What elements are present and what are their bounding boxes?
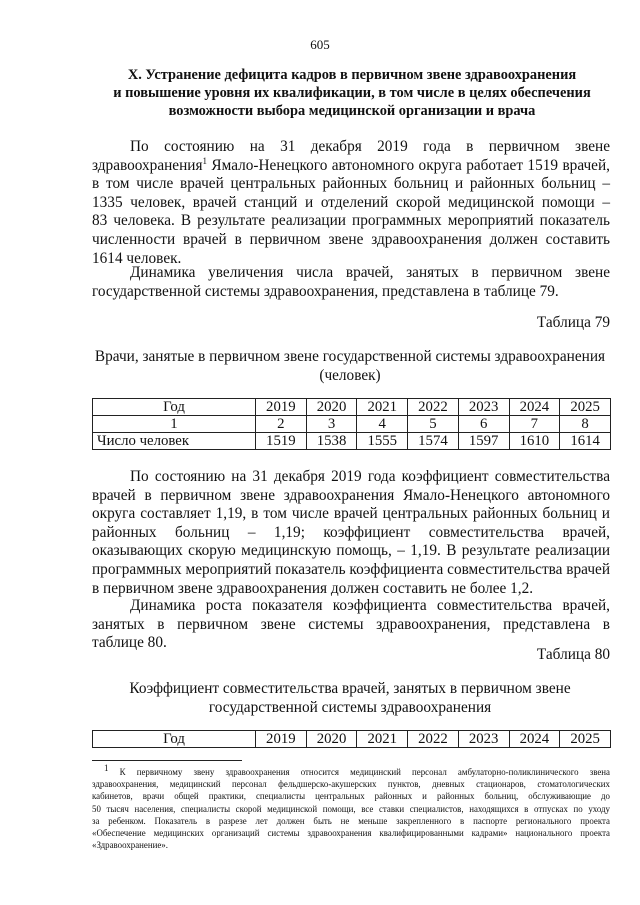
table-cell: 2022	[408, 731, 459, 748]
text-fragment: К первичному звену здравоохранения относится медицинский персонал амбулаторно-поликлинического звена	[108, 767, 610, 777]
table-cell: 5	[408, 416, 459, 433]
table-title-line: Врачи, занятые в первичном звене государственной системы здравоохранения	[94, 348, 606, 365]
table-cell: 2024	[509, 399, 560, 416]
table-header-row	[93, 731, 611, 748]
table-cell: 2024	[509, 731, 560, 748]
text-line: в первичном звене здравоохранения должен составить не более 1,2.	[92, 579, 534, 597]
text-line	[92, 763, 610, 778]
table-cell: 4	[357, 416, 408, 433]
table-cell: 2023	[458, 399, 509, 416]
table-cell: 2021	[357, 399, 408, 416]
table-80	[92, 730, 611, 748]
page-number: 605	[310, 37, 330, 52]
footnote-divider	[92, 760, 242, 761]
table-80-label: Таблица 80	[536, 646, 610, 663]
paragraph-dynamics-79	[92, 264, 610, 301]
table-79-label: Таблица 79	[536, 314, 610, 331]
table-cell: 3	[306, 416, 357, 433]
table-cell: 6	[458, 416, 509, 433]
paragraph-dynamics-80	[92, 597, 610, 653]
text-line: округа составляет 1,19, в том числе врачей центральных районных больниц и	[92, 505, 610, 523]
text-line: 83 человека. В результате реализации программных мероприятий показатель	[92, 212, 610, 230]
table-cell: 1597	[458, 433, 509, 450]
table-cell: 1555	[357, 433, 408, 450]
text-fragment: здравоохранения	[92, 156, 203, 174]
table-cell: Год	[93, 399, 256, 416]
table-cell: Год	[93, 731, 256, 748]
text-line: за ребенком. Показатель в разрезе лет должен быть не меньше закрепленного в паспорте регионального проекта	[92, 815, 610, 826]
footnote	[92, 763, 610, 851]
text-line: районных больниц – 1,19; коэффициент совместительства врачей,	[92, 523, 610, 541]
text-line: в том числе врачей центральных районных больниц и районных больниц –	[92, 175, 610, 193]
table-cell: 2019	[256, 399, 307, 416]
section-heading-line: и повышение уровня их квалификации, в том числе в целях обеспечения	[113, 85, 591, 101]
text-line: «Обеспечение медицинских организаций системы здравоохранения квалифицированными кадрами» национального проекта	[92, 828, 610, 839]
table-cell: Число человек	[93, 433, 256, 450]
table-cell: 1538	[306, 433, 357, 450]
table-cell: 2020	[306, 731, 357, 748]
table-cell: 1614	[560, 433, 611, 450]
text-line: оказывающих скорую медицинскую помощь, – 1,19. В результате реализации	[92, 542, 610, 560]
text-line: занятых в первичном звене системы здравоохранения, представлена в	[92, 615, 610, 633]
table-cell: 7	[509, 416, 560, 433]
text-line: врачей в первичном звене здравоохранения Ямало-Ненецкого автономного	[92, 486, 610, 504]
table-80-title	[80, 680, 620, 717]
table-row	[93, 433, 611, 450]
table-cell: 2022	[408, 399, 459, 416]
table-title-line: государственной системы здравоохранения	[208, 698, 492, 716]
text-line: программных мероприятий показатель коэффициента совместительства врачей	[92, 560, 610, 578]
text-line: Динамика роста показателя коэффициента совместительства врачей,	[130, 597, 610, 614]
footnote-marker: 1	[104, 763, 109, 774]
section-heading-line: X. Устранение дефицита кадров в первичном звене здравоохранения	[127, 67, 577, 83]
text-line: «Здравоохранение».	[92, 840, 168, 851]
table-cell: 2019	[256, 731, 307, 748]
text-line: кабинетов, врачи общей практики, специалисты центральных районных и районных больниц, обслуживающие до	[92, 791, 610, 802]
table-cell: 1574	[408, 433, 459, 450]
table-cell: 2021	[357, 731, 408, 748]
table-header-row	[93, 399, 611, 416]
text-line: По состоянию на 31 декабря 2019 года в первичном звене	[130, 138, 610, 155]
section-heading-line: возможности выбора медицинской организации и врача	[168, 103, 536, 119]
table-cell: 2025	[560, 731, 611, 748]
footnote-ref: 1	[202, 155, 207, 166]
table-cell: 2023	[458, 731, 509, 748]
paragraph-coefficient	[92, 468, 610, 598]
table-cell: 2025	[560, 399, 611, 416]
table-cell: 2	[256, 416, 307, 433]
text-line: государственной системы здравоохранения, представлена в таблице 79.	[92, 282, 559, 300]
table-cell: 1	[93, 416, 256, 433]
section-heading	[92, 66, 612, 120]
text-line: таблице 80.	[92, 634, 167, 652]
text-line: здравоохранения, медицинский персонал фельдшерско-акушерских пунктов, дневных стационаров, стоматологических	[92, 779, 610, 790]
table-cell: 1610	[509, 433, 560, 450]
table-cell: 2020	[306, 399, 357, 416]
table-cell: 8	[560, 416, 611, 433]
table-79	[92, 398, 611, 450]
table-title-line: Коэффициент совместительства врачей, занятых в первичном звене	[129, 680, 571, 697]
text-line	[92, 157, 610, 176]
table-79-title	[80, 348, 620, 385]
table-title-line: (человек)	[319, 366, 381, 384]
text-line: 50 тысяч населения, специалисты скорой медицинской помощи, все ставки специалистов, находящихся в отпусках по уходу	[92, 803, 610, 814]
text-line: По состоянию на 31 декабря 2019 года коэффициент совместительства	[130, 468, 610, 485]
paragraph-doctors-count	[92, 138, 610, 268]
text-line: 1335 человек, врачей станций и отделений скорой медицинской помощи –	[92, 193, 610, 211]
text-line: 1614 человек.	[92, 249, 182, 267]
table-cell: 1519	[256, 433, 307, 450]
table-index-row	[93, 416, 611, 433]
text-line: Динамика увеличения числа врачей, занятых в первичном звене	[130, 264, 610, 281]
text-line: численности врачей в первичном звене здравоохранения должен составить	[92, 230, 610, 248]
text-fragment: Ямало-Ненецкого автономного округа работает 1519 врачей,	[207, 156, 610, 174]
